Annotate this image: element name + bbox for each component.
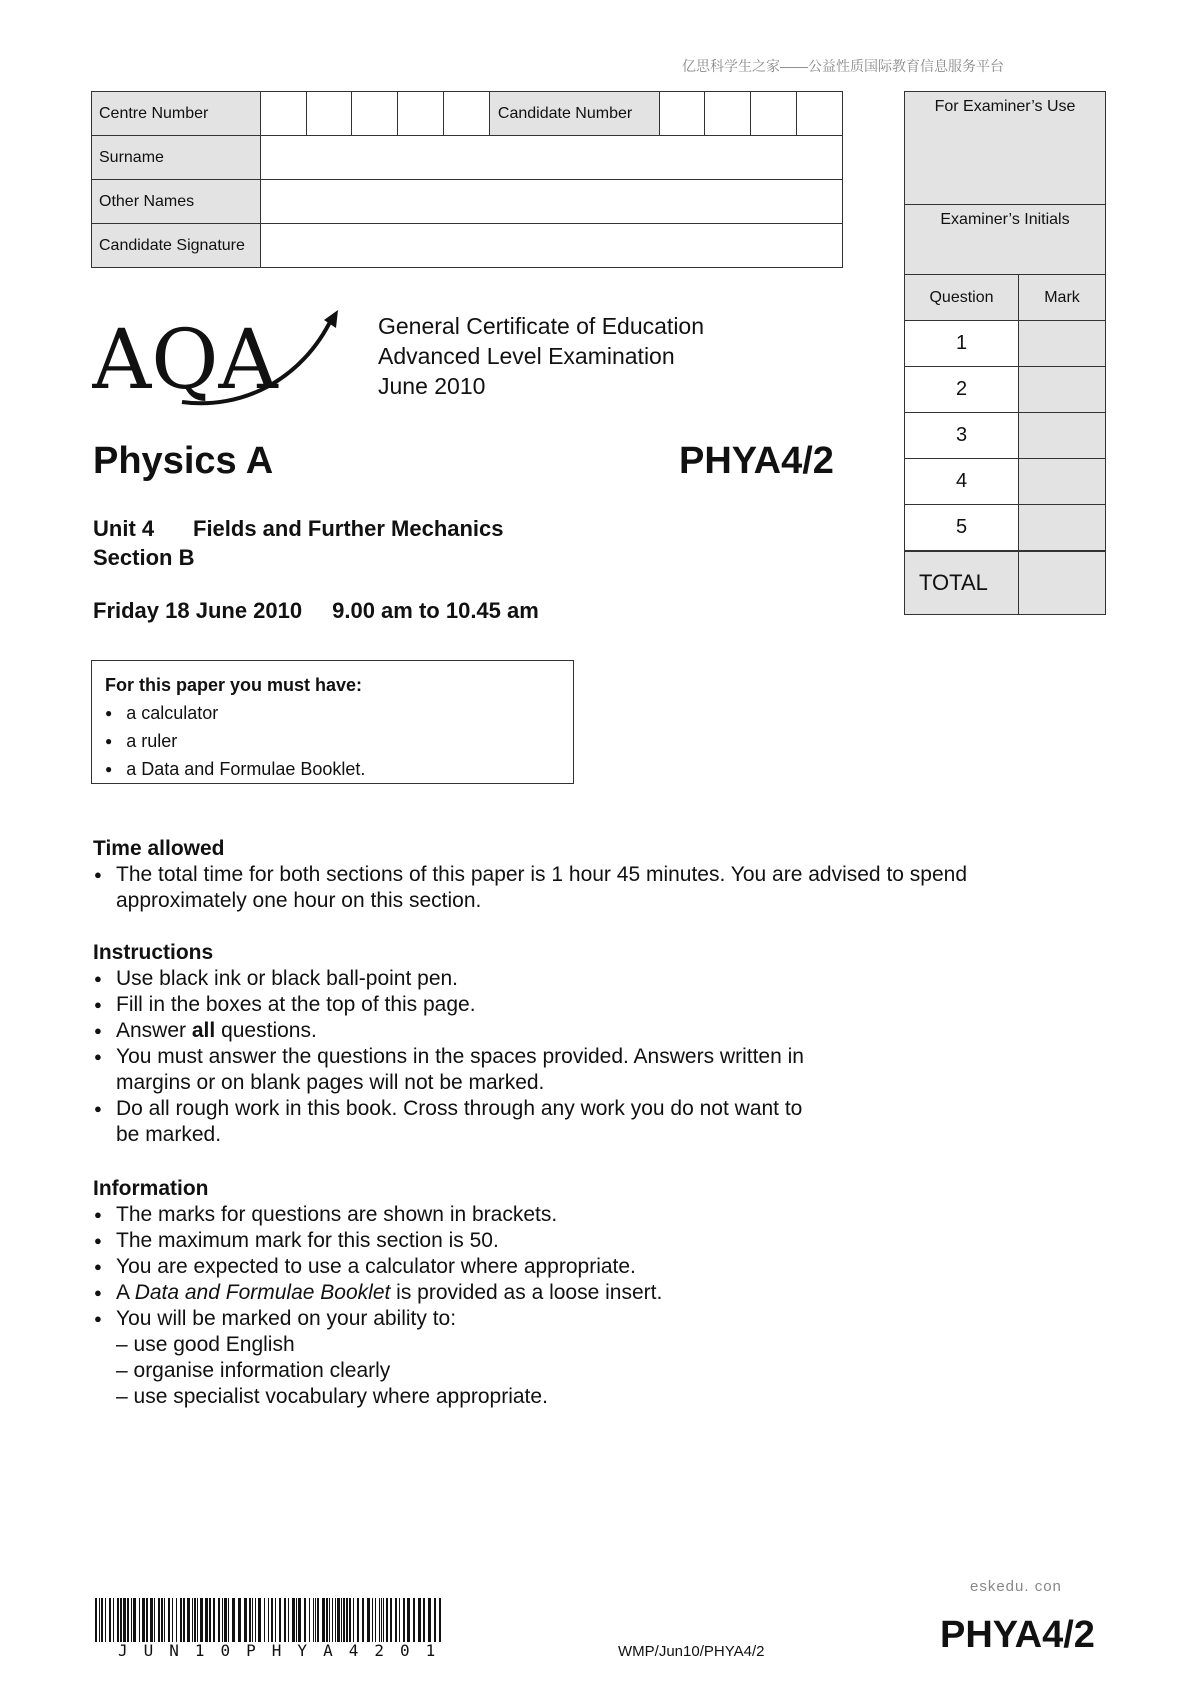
- exam-info-line: Advanced Level Examination: [378, 343, 675, 369]
- surname-label: Surname: [92, 136, 261, 180]
- ability-item: – organise information clearly: [116, 1359, 391, 1382]
- unit-block: [93, 514, 504, 572]
- mark-cell[interactable]: [1019, 459, 1106, 505]
- information-item: ● You are expected to use a calculator where appropriate.: [93, 1254, 893, 1280]
- information-item: ● The maximum mark for this section is 50.: [93, 1228, 893, 1254]
- question-number: 2: [905, 367, 1019, 413]
- information-item: ● You will be marked on your ability to:: [93, 1306, 893, 1332]
- section-label: Section B: [93, 545, 195, 570]
- answer-prefix: Answer: [116, 1019, 187, 1042]
- centre-number-box-2[interactable]: [306, 92, 352, 136]
- time-allowed-heading: Time allowed: [93, 837, 225, 860]
- instruction-item: ● Fill in the boxes at the top of this page.: [93, 992, 853, 1018]
- footer-paper-code: PHYA4/2: [940, 1614, 1095, 1656]
- aqa-logo-text: AQA: [92, 313, 278, 408]
- paper-reference: WMP/Jun10/PHYA4/2: [618, 1643, 765, 1660]
- information-section: [93, 1176, 893, 1410]
- candidate-number-box-3[interactable]: [751, 92, 797, 136]
- examiner-initials-label: Examiner’s Initials: [905, 205, 1105, 275]
- materials-item: ● a calculator: [105, 699, 560, 727]
- watermark-text: 亿思科学生之家——公益性质国际教育信息服务平台: [682, 58, 1004, 74]
- total-label: TOTAL: [905, 551, 1019, 614]
- information-item: ● The marks for questions are shown in brackets.: [93, 1202, 893, 1228]
- signature-label: Candidate Signature: [92, 224, 261, 268]
- site-watermark: eskedu. con: [970, 1578, 1062, 1595]
- candidate-number-box-2[interactable]: [705, 92, 751, 136]
- question-number: 5: [905, 505, 1019, 552]
- examiner-use-header: For Examiner’s Use: [905, 92, 1105, 205]
- unit-name: Fields and Further Mechanics: [193, 516, 504, 541]
- answer-rest: questions.: [215, 1019, 317, 1042]
- information-item: [93, 1280, 893, 1306]
- total-mark-cell[interactable]: [1019, 551, 1106, 614]
- centre-number-box-3[interactable]: [352, 92, 398, 136]
- examiner-use-box: [904, 91, 1106, 615]
- instruction-item: ● Use black ink or black ball-point pen.: [93, 966, 853, 992]
- materials-item: ● a Data and Formulae Booklet.: [105, 755, 560, 783]
- instructions-heading: Instructions: [93, 941, 214, 964]
- candidate-number-box-4[interactable]: [797, 92, 843, 136]
- materials-heading: For this paper you must have:: [105, 675, 363, 695]
- question-number: 1: [905, 321, 1019, 367]
- mark-cell[interactable]: [1019, 413, 1106, 459]
- materials-box: [91, 660, 574, 784]
- instructions-section: [93, 940, 853, 1148]
- question-number: 4: [905, 459, 1019, 505]
- mark-cell[interactable]: [1019, 367, 1106, 413]
- mark-cell[interactable]: [1019, 321, 1106, 367]
- unit-number: Unit 4: [93, 516, 155, 541]
- exam-time: 9.00 am to 10.45 am: [332, 598, 539, 623]
- paper-title: Physics A: [93, 440, 274, 482]
- booklet-italic: Data and Formulae Booklet: [134, 1281, 391, 1304]
- information-heading: Information: [93, 1177, 209, 1200]
- time-allowed-section: [93, 836, 1073, 914]
- mark-cell[interactable]: [1019, 505, 1106, 552]
- mark-col-header: Mark: [1044, 288, 1080, 306]
- paper-code: PHYA4/2: [679, 440, 834, 482]
- surname-field[interactable]: [260, 136, 842, 180]
- exam-info-line: June 2010: [378, 373, 486, 399]
- time-allowed-item: ● The total time for both sections of this paper is 1 hour 45 minutes. You are advised to spend approximately one hour on this section.: [93, 862, 1056, 914]
- barcode: [95, 1598, 447, 1642]
- booklet-suffix: is provided as a loose insert.: [390, 1281, 663, 1304]
- instruction-item: ● You must answer the questions in the spaces provided. Answers written in margins or on blank pages will not be marked.: [93, 1044, 836, 1096]
- materials-item: ● a ruler: [105, 727, 560, 755]
- centre-number-box-5[interactable]: [444, 92, 490, 136]
- exam-info: [378, 311, 704, 401]
- signature-field[interactable]: [260, 224, 842, 268]
- ability-item: – use specialist vocabulary where appropriate.: [116, 1385, 548, 1408]
- candidate-details-table: [91, 91, 843, 268]
- candidate-number-box-1[interactable]: [659, 92, 705, 136]
- instruction-item: ● Do all rough work in this book. Cross through any work you do not want to be marked.: [93, 1096, 806, 1148]
- other-names-field[interactable]: [260, 180, 842, 224]
- candidate-number-label: Candidate Number: [489, 92, 659, 136]
- ability-item: – use good English: [116, 1333, 295, 1356]
- centre-number-label: Centre Number: [92, 92, 261, 136]
- question-col-header: Question: [905, 275, 1019, 321]
- question-number: 3: [905, 413, 1019, 459]
- exam-day: Friday 18 June 2010: [93, 598, 303, 623]
- booklet-prefix: A: [116, 1281, 135, 1304]
- aqa-logo: [92, 310, 352, 410]
- answer-bold: all: [191, 1019, 216, 1042]
- centre-number-box-4[interactable]: [398, 92, 444, 136]
- centre-number-box-1[interactable]: [260, 92, 306, 136]
- exam-info-line: General Certificate of Education: [378, 313, 705, 339]
- exam-date: [93, 598, 539, 624]
- marks-table: [905, 275, 1105, 614]
- instruction-item: [93, 1018, 853, 1044]
- other-names-label: Other Names: [92, 180, 261, 224]
- barcode-text: JUN10PHYA4201: [118, 1641, 452, 1660]
